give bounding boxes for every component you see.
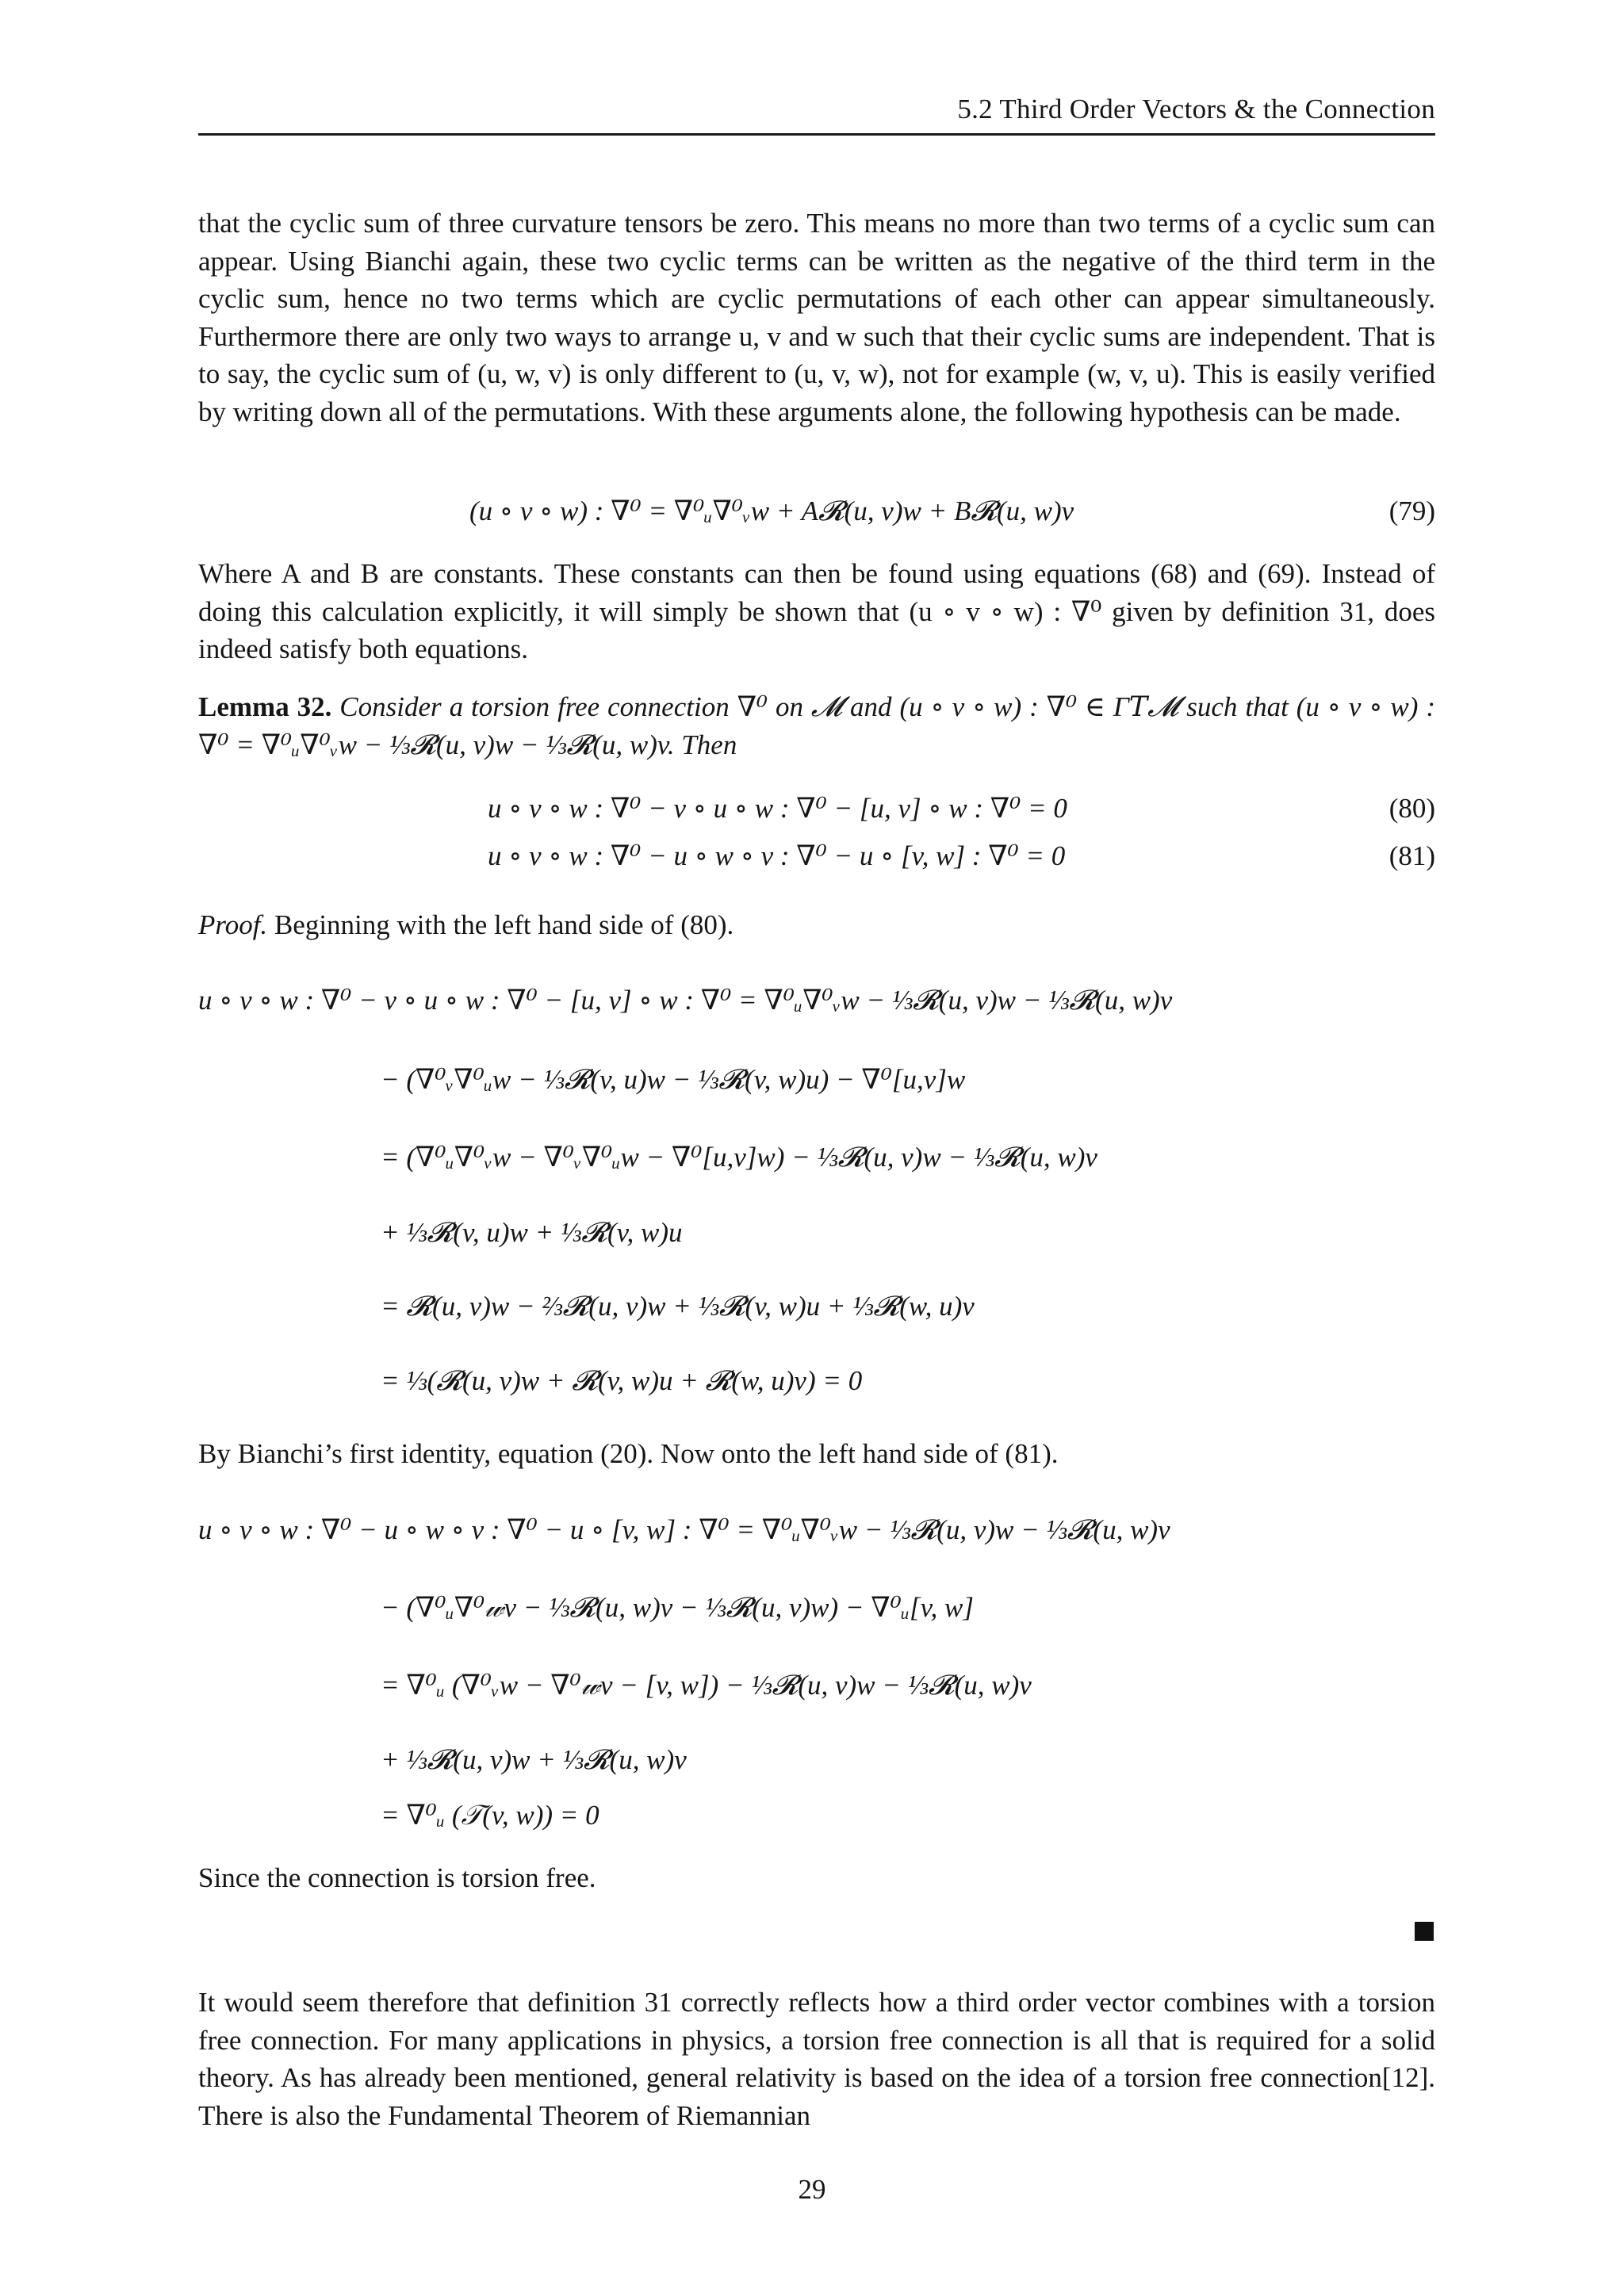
proof1-line-2: − (∇⁰ᵥ∇⁰ᵤw − ⅓𝓡(v, u)w − ⅓𝓡(v, w)u) − ∇⁰[u,v]w [381,1064,966,1095]
equation-81: u ∘ v ∘ w : ∇⁰ − u ∘ w ∘ v : ∇⁰ − u ∘ [v, w] : ∇⁰ = 0 [488,840,1066,871]
paragraph-conclusion: It would seem therefore that definition 31 correctly reflects how a third order vector combines with a torsion free connection. For many applications in physics, a torsion free connection is all that is required for a solid theory. As has already been mentioned, general relativity is based on the idea of a torsion free connection[12]. There is also the Fundamental Theorem of Riemannian [198,1987,1435,2131]
proof2-line-1: u ∘ v ∘ w : ∇⁰ − u ∘ w ∘ v : ∇⁰ − u ∘ [v, w] : ∇⁰ = ∇⁰ᵤ∇⁰ᵥw − ⅓𝓡(u, v)w − ⅓𝓡(u, w)v [198,1514,1170,1545]
paragraph-constants: Where A and B are constants. These constants can then be found using equations (68) and (69). Instead of doing this calculation explicitly, it will simply be shown that (u ∘ v ∘ w) : ∇⁰ given by definition 31, does indeed satisfy both equations. [198,558,1435,664]
lemma-label: Lemma 32. [198,691,332,722]
header-rule [198,133,1435,136]
equation-79: (u ∘ v ∘ w) : ∇⁰ = ∇⁰ᵤ∇⁰ᵥw + A𝓡(u, v)w + B𝓡(u, w)v [469,496,1074,526]
equation-80: u ∘ v ∘ w : ∇⁰ − v ∘ u ∘ w : ∇⁰ − [u, v] ∘ w : ∇⁰ = 0 [488,793,1067,824]
paragraph-torsion-free: Since the connection is torsion free. [198,1862,596,1893]
proof2-line-2: − (∇⁰ᵤ∇⁰𝓌v − ⅓𝓡(u, w)v − ⅓𝓡(u, v)w) − ∇⁰ᵤ[v, w] [381,1592,975,1623]
proof2-line-4: + ⅓𝓡(u, v)w + ⅓𝓡(u, w)v [381,1744,687,1775]
lemma-32 [198,688,1435,763]
paragraph-cyclic-sum: that the cyclic sum of three curvature tensors be zero. This means no more than two terms of a cyclic sum can appear. Using Bianchi again, these two cyclic terms can be written as the negative of the third term in the cyclic sum, hence no two terms which are cyclic permutations of each other can appear simultaneously. Furthermore there are only two ways to arrange u, v and w such that their cyclic sums are independent. That is to say, the cyclic sum of (u, w, v) is only different to (u, v, w), not for example (w, v, u). This is easily verified by writing down all of the permutations. With these arguments alone, the following hypothesis can be made. [198,208,1435,427]
proof-label: Proof. [198,909,268,940]
proof1-line-5: = 𝓡(u, v)w − ⅔𝓡(u, v)w + ⅓𝓡(v, w)u + ⅓𝓡(w, u)v [381,1291,975,1322]
page-number: 29 [798,2174,826,2205]
proof1-line-3: = (∇⁰ᵤ∇⁰ᵥw − ∇⁰ᵥ∇⁰ᵤw − ∇⁰[u,v]w) − ⅓𝓡(u, v)w − ⅓𝓡(u, w)v [381,1142,1097,1173]
equation-80-number: (80) [1388,793,1435,824]
equation-79-number: (79) [1388,496,1435,526]
proof-intro [198,906,1435,944]
proof1-line-1: u ∘ v ∘ w : ∇⁰ − v ∘ u ∘ w : ∇⁰ − [u, v] ∘ w : ∇⁰ = ∇⁰ᵤ∇⁰ᵥw − ⅓𝓡(u, v)w − ⅓𝓡(u, w)v [198,985,1173,1016]
proof1-line-4: + ⅓𝓡(v, u)w + ⅓𝓡(v, w)u [381,1217,683,1248]
qed-square [1415,1922,1434,1941]
lemma-text: Consider a torsion free connection ∇⁰ on 𝓜 and (u ∘ v ∘ w) : ∇⁰ ∈ Γ𝑇𝓜 such that (u ∘ v ∘ w) : ∇⁰ = ∇⁰ᵤ∇⁰ᵥw − ⅓𝓡(u, v)w − ⅓𝓡(u, w)v. Then [198,691,1435,760]
paragraph-bianchi: By Bianchi’s first identity, equation (20). Now onto the left hand side of (81). [198,1438,1059,1469]
equation-81-number: (81) [1388,840,1435,871]
proof2-line-5: = ∇⁰ᵤ (𝒯(v, w)) = 0 [381,1800,599,1831]
proof1-line-6: = ⅓(𝓡(u, v)w + 𝓡(v, w)u + 𝓡(w, u)v) = 0 [381,1365,863,1396]
proof-intro-text: Beginning with the left hand side of (80). [267,909,734,940]
proof2-line-3: = ∇⁰ᵤ (∇⁰ᵥw − ∇⁰𝓌v − [v, w]) − ⅓𝓡(u, v)w − ⅓𝓡(u, w)v [381,1670,1032,1701]
running-header: 5.2 Third Order Vectors & the Connection [957,94,1435,124]
